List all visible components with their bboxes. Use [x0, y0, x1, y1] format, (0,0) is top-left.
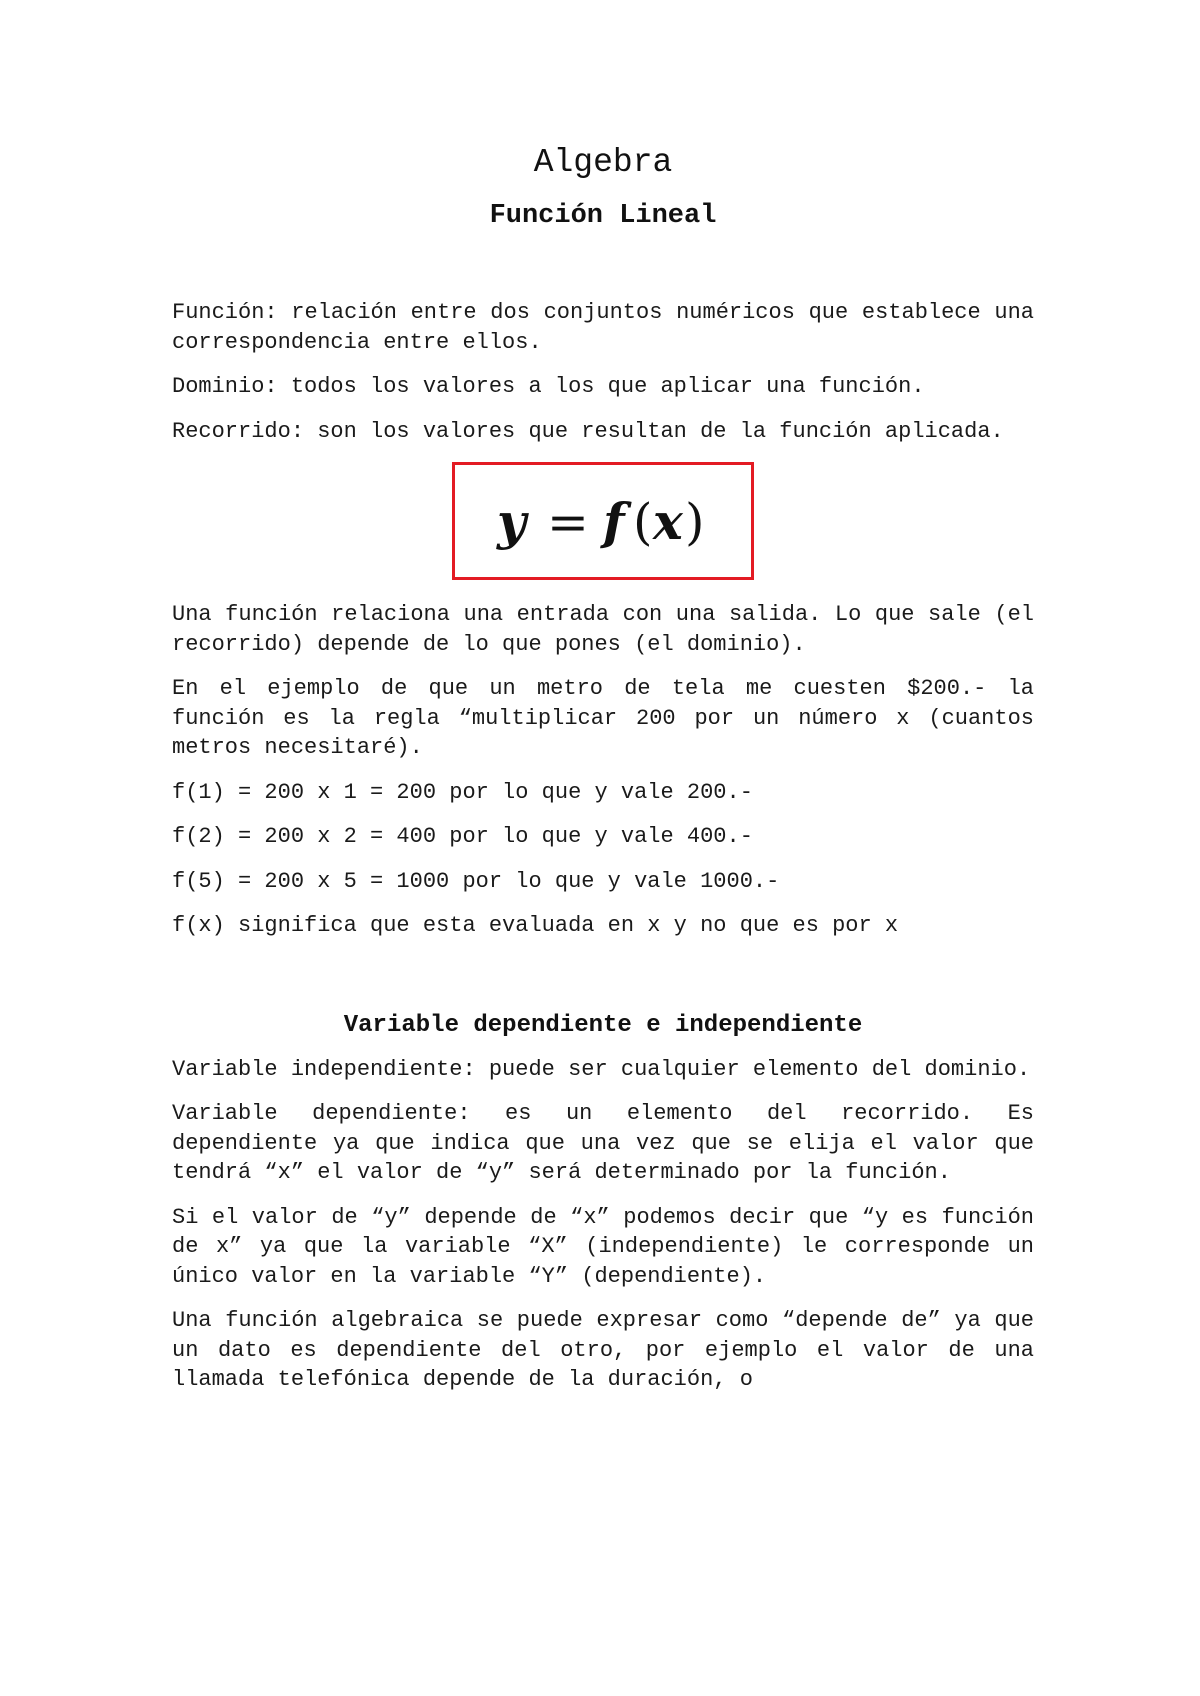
example-line-2: f(2) = 200 x 2 = 400 por lo que y vale 400.-: [172, 824, 753, 849]
definition-dominio: Dominio: todos los valores a los que aplicar una función.: [172, 374, 925, 399]
formula-equals: =: [547, 493, 589, 551]
section-paragraph-3: Si el valor de “y” depende de “x” podemos decir que “y es función de x” ya que la variable “X” (independiente) le corresponde un único valor en la variable “Y” (dependiente).: [172, 1204, 1034, 1289]
section-paragraph-4: Una función algebraica se puede expresar como “depende de” ya que un dato es dependiente del otro, por ejemplo el valor de una llamada telefónica depende de la duración, o: [172, 1308, 1034, 1392]
formula-open-paren: (: [633, 493, 653, 551]
document-title: Algebra: [533, 144, 673, 181]
document-subtitle: Función Lineal: [489, 201, 717, 231]
formula-image: [455, 465, 751, 577]
definition-recorrido: Recorrido: son los valores que resultan de la función aplicada.: [172, 418, 1004, 444]
example-line-1: f(1) = 200 x 1 = 200 por lo que y vale 200.-: [172, 779, 753, 805]
formula-func: f: [603, 492, 625, 551]
section-paragraph-1: Variable independiente: puede ser cualquier elemento del dominio.: [172, 1056, 1031, 1082]
formula-close-paren: ): [685, 493, 705, 551]
explanation-paragraph-2: En el ejemplo de que un metro de tela me cuesten $200.- la función es la regla “multiplicar 200 por un número x (cuantos metros necesitaré).: [172, 676, 1034, 760]
explanation-paragraph-1: Una función relaciona una entrada con una salida. Lo que sale (el recorrido) depende de lo que pones (el dominio).: [172, 602, 1034, 657]
example-note: f(x) significa que esta evaluada en x y no que es por x: [172, 913, 899, 938]
document-content: [172, 140, 1034, 1395]
definition-funcion: Función: relación entre dos conjuntos numéricos que establece una correspondencia entre ellos.: [172, 300, 1034, 355]
formula-arg: x: [653, 492, 683, 551]
formula-lhs: y: [497, 492, 527, 551]
formula-box: [452, 462, 754, 580]
section-paragraph-2: Variable dependiente: es un elemento del recorrido. Es dependiente ya que indica que una vez que se elija el valor que tendrá “x” el valor de “y” será determinado por la función.: [172, 1101, 1034, 1185]
formula-figure: [172, 462, 1034, 580]
section-title: Variable dependiente e independiente: [343, 1011, 863, 1039]
example-line-3: f(5) = 200 x 5 = 1000 por lo que y vale 1000.-: [172, 868, 780, 894]
